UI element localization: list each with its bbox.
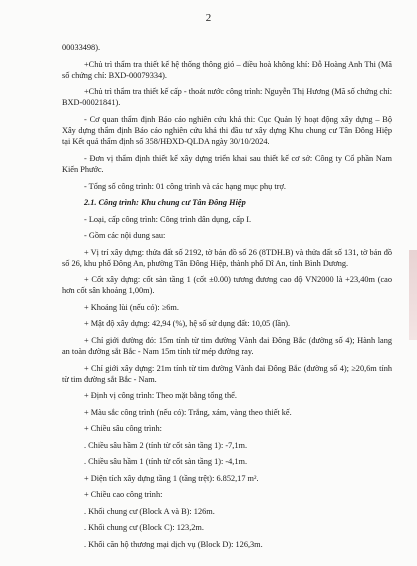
paragraph: + Vị trí xây dựng: thửa đất số 2192, tờ bản đồ số 26 (8TDH.B) và thửa đất số 131, tờ bản đồ số 26, khu phố Đông An, phường Tân Đông Hiệp, thành phố Dĩ An, tỉnh Bình Dương. [62,247,392,268]
paragraph: . Khối chung cư (Block C): 123,2m. [84,523,204,533]
paragraph: . Chiều sâu hầm 2 (tính từ cốt sàn tầng 1): -7,1m. [84,440,248,450]
paragraph: +Chủ trì thẩm tra thiết kế hệ thống thông gió – điều hoà không khí: Đỗ Hoàng Anh Thi (Mã số chứng chỉ: BXD-00079334). [62,59,392,80]
document-body [62,42,392,555]
page-number: 2 [205,12,212,24]
paragraph: 00033498). [62,43,101,52]
paragraph: +Chủ trì thẩm tra thiết kế cấp - thoát nước công trình: Nguyễn Thị Hương (Mã số chứng chỉ: BXD-00021841). [62,87,392,108]
paragraph: - Loại, cấp công trình: Công trình dân dụng, cấp I. [84,214,252,224]
paragraph: + Chỉ giới đường đỏ: 15m tính từ tim đường Vành đai Đông Bắc (đường số 4); Hành lang an toàn đường sắt Bắc - Nam 15m tính từ mép đường ray. [62,335,392,357]
paragraph: + Định vị công trình: Theo mặt bằng tổng thể. [84,391,237,401]
section-heading: 2.1. Công trình: Khu chung cư Tân Đông Hiệp [84,198,246,208]
paragraph: + Cốt xây dựng: cốt sàn tầng 1 (cốt ±0.00) tương đương cao độ VN2000 là +23,40m (cao hơn cốt sân khoảng 1,00m). [62,275,392,296]
paragraph: - Gồm các nội dung sau: [84,231,166,241]
paragraph: + Chỉ giới xây dựng: 21m tính từ tim đường Vành đai Đông Bắc (đường số 4); ≥20,6m tính từ tim đường sắt Bắc - Nam. [62,363,392,384]
edge-stamp-mark [409,250,417,340]
paragraph: + Chiều cao công trình: [84,490,163,500]
paragraph: + Chiều sâu công trình: [84,424,162,434]
paragraph: + Màu sắc công trình (nếu có): Trắng, xám, vàng theo thiết kế. [84,407,292,417]
paragraph: + Diện tích xây dựng tầng 1 (tầng trệt): 6.852,17 m². [84,473,259,483]
paragraph: . Chiều sâu hầm 1 (tính từ cốt sàn tầng 1): -4,1m. [84,457,248,467]
paragraph: - Đơn vị thẩm định thiết kế xây dựng triển khai sau thiết kế cơ sở: Công ty Cổ phần Nam Kiến Phước. [62,153,392,175]
paragraph: - Cơ quan thẩm định Báo cáo nghiên cứu khả thi: Cục Quản lý hoạt động xây dựng – Bộ Xây dựng thẩm định Báo cáo nghiên cứu khả thi đầu tư xây dựng Khu chung cư Tân Đông Hiệp tại Kết quả thẩm định số 358/HĐXD-QLDA ngày 30/10/2024. [62,114,392,147]
paragraph: . Khối căn hộ thương mại dịch vụ (Block D): 126,3m. [84,539,263,549]
paragraph: . Khối chung cư (Block A và B): 126m. [84,506,215,516]
paragraph: + Mật độ xây dựng: 42,94 (%), hệ số sử dụng đất: 10,05 (lần). [84,319,291,329]
paragraph: - Tổng số công trình: 01 công trình và các hạng mục phụ trợ. [84,181,286,191]
paragraph: + Khoảng lùi (nếu có): ≥6m. [84,302,179,312]
